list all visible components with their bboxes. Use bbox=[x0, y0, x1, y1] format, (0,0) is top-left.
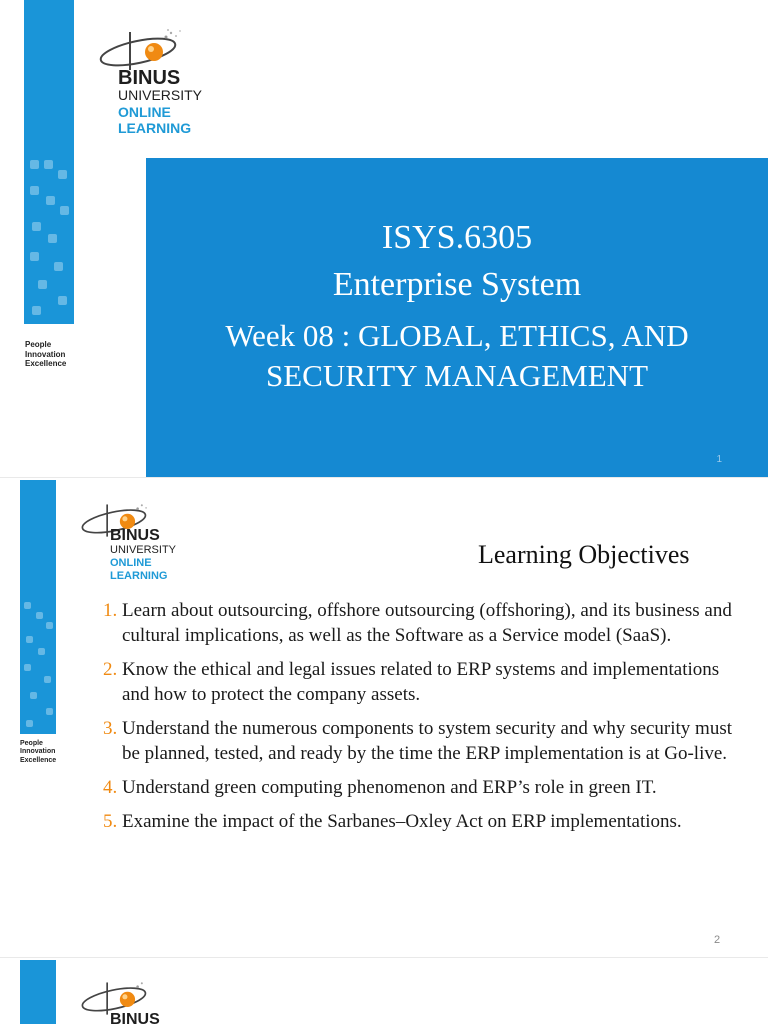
decorative-stripe bbox=[24, 0, 74, 324]
tagline-excellence: Excellence bbox=[25, 359, 67, 369]
list-item bbox=[100, 598, 740, 648]
list-text: Learn about outsourcing, offshore outsourcing (offshoring), and its business and cultural implications, as well as the Software as a Service model (SaaS). bbox=[122, 600, 732, 646]
course-code: ISYS.6305 bbox=[381, 219, 533, 256]
list-number: 1. bbox=[103, 600, 118, 621]
list-number: 5. bbox=[103, 811, 118, 832]
list-text: Understand green computing phenomenon and ERP’s role in green IT. bbox=[122, 777, 657, 798]
logo-binus: BINUS bbox=[118, 67, 181, 89]
logo-university: UNIVERSITY bbox=[118, 87, 203, 103]
logo-binus: BINUS bbox=[110, 1011, 160, 1024]
course-name: Enterprise System bbox=[332, 266, 582, 303]
title-box bbox=[146, 158, 768, 478]
list-number: 4. bbox=[103, 777, 118, 798]
list-text: Examine the impact of the Sarbanes–Oxley Act on ERP implementations. bbox=[122, 811, 682, 832]
decorative-stripe bbox=[20, 480, 56, 734]
tagline-people: People bbox=[25, 340, 52, 349]
list-text: Know the ethical and legal issues related to ERP systems and implementations and how to protect the company assets. bbox=[122, 659, 720, 705]
tagline-innovation: Innovation bbox=[20, 748, 56, 756]
list-text: Understand the numerous components to system security and why security must be planned, tested, and ready by the time the ERP implementation is at Go-live. bbox=[122, 718, 733, 764]
tagline-people: People bbox=[20, 740, 43, 747]
list-item bbox=[100, 716, 740, 766]
list-item bbox=[100, 809, 740, 834]
logo-university: UNIVERSITY bbox=[110, 544, 177, 556]
list-item bbox=[100, 657, 740, 707]
tagline-excellence: Excellence bbox=[20, 756, 57, 764]
logo-learning: LEARNING bbox=[118, 120, 192, 136]
logo-learning: LEARNING bbox=[110, 570, 168, 582]
slide-3 bbox=[0, 958, 768, 1024]
tagline-innovation: Innovation bbox=[25, 349, 66, 359]
decorative-stripe bbox=[20, 960, 56, 1024]
slide-title: Learning Objectives bbox=[478, 540, 690, 569]
page-number: 1 bbox=[716, 454, 722, 465]
slide-1 bbox=[0, 0, 768, 478]
logo-online: ONLINE bbox=[118, 104, 171, 120]
page-number: 2 bbox=[714, 934, 721, 946]
tagline bbox=[20, 740, 56, 765]
list-item bbox=[100, 775, 740, 800]
logo-online: ONLINE bbox=[110, 557, 152, 569]
week-title-line-2: SECURITY MANAGEMENT bbox=[265, 358, 649, 393]
tagline bbox=[25, 340, 66, 369]
week-title-line-1: Week 08 : GLOBAL, ETHICS, AND bbox=[225, 318, 689, 353]
list-number: 3. bbox=[103, 718, 118, 739]
week-title bbox=[146, 316, 768, 396]
slide-2 bbox=[0, 478, 768, 958]
list-number: 2. bbox=[103, 659, 118, 680]
objectives-list bbox=[100, 598, 740, 843]
logo-binus: BINUS bbox=[110, 527, 160, 544]
